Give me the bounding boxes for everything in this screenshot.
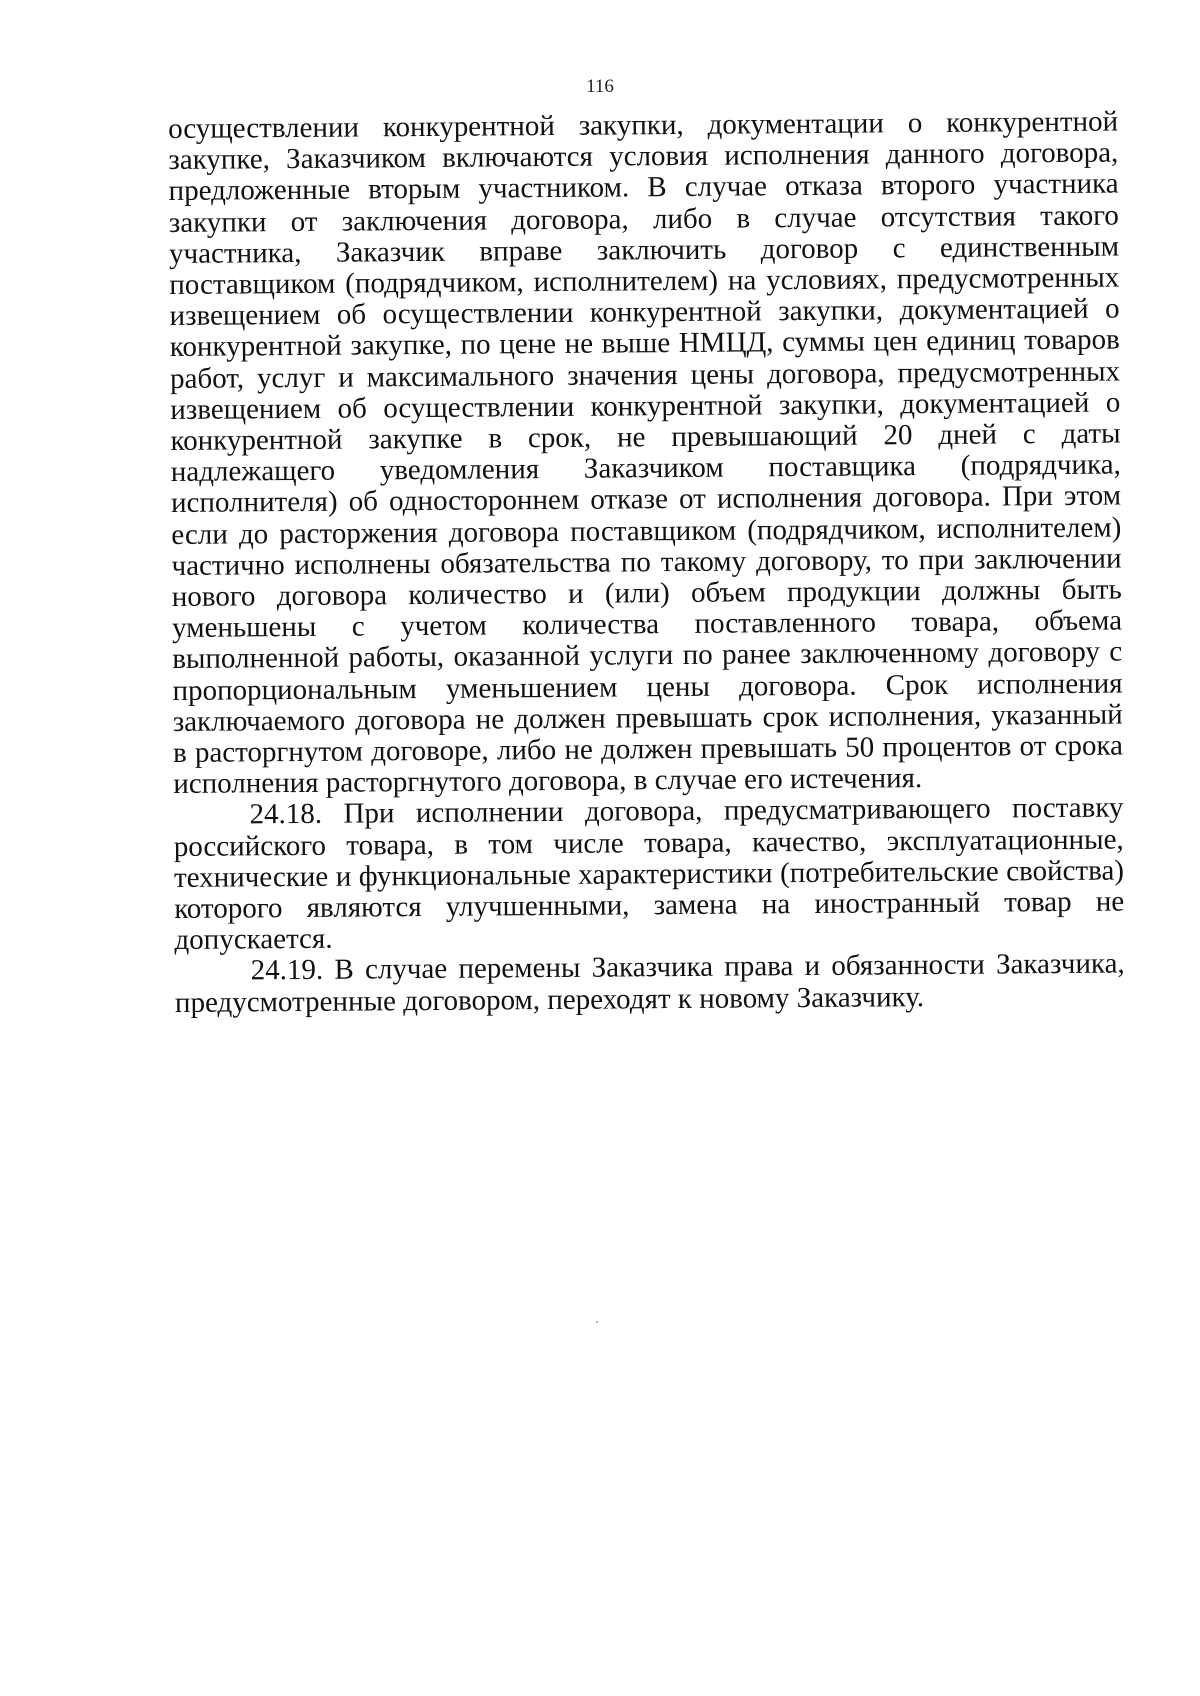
scan-speck bbox=[596, 1321, 598, 1323]
paragraph-24-19 bbox=[175, 949, 1125, 1019]
paragraph-number: 24.19. bbox=[250, 954, 324, 987]
paragraph-number: 24.18. bbox=[249, 798, 323, 831]
document-body bbox=[168, 107, 1125, 1019]
paragraph-continued bbox=[168, 107, 1123, 801]
paragraph-text: осуществлении конкурентной закупки, документации о конкурентной закупке, Заказчиком включаются условия исполнения данного договора, предложенные вторым участником. В случае отказа второго участника закупки от заключения договора, либо в случае отсутствия такого участника, Заказчик вправе заключить договор с единственным поставщиком (подрядчиком, исполнителем) на условиях, предусмотренных извещением об осуществлении конкурентной закупки, документацией о конкурентной закупке, по цене не выше НМЦД, суммы цен единиц товаров работ, услуг и максимального значения цены договора, предусмотренных извещением об осуществлении конкурентной закупки, документацией о конкурентной закупке в срок, не превышающий 20 дней с даты надлежащего уведомления Заказчиком поставщика (подрядчика, исполнителя) об одностороннем отказе от исполнения договора. При этом если до расторжения договора поставщиком (подрядчиком, исполнителем) частично исполнены обязательства по такому договору, то при заключении нового договора количество и (или) объем продукции должны быть уменьшены с учетом количества поставленного товара, объема выполненной работы, оказанной услуги по ранее заключенному договору с пропорциональным уменьшением цены договора. Срок исполнения заключаемого договора не должен превышать срок исполнения, указанный в расторгнутом договоре, либо не должен превышать 50 процентов от срока исполнения расторгнутого договора, в случае его истечения. bbox=[167, 105, 1124, 801]
paragraph-text: При исполнении договора, предусматривающего поставку российского товара, в том числе товара, качество, эксплуатационные, технические и функциональные характеристики (потребительские свойства) которого являются улучшенными, замена на иностранный товар не допускается. bbox=[173, 791, 1125, 957]
page-number: 116 bbox=[586, 76, 614, 97]
paragraph-24-18 bbox=[173, 793, 1124, 956]
paragraph-text: В случае перемены Заказчика права и обязанности Заказчика, предусмотренные договором, переходят к новому Заказчику. bbox=[174, 947, 1125, 1019]
